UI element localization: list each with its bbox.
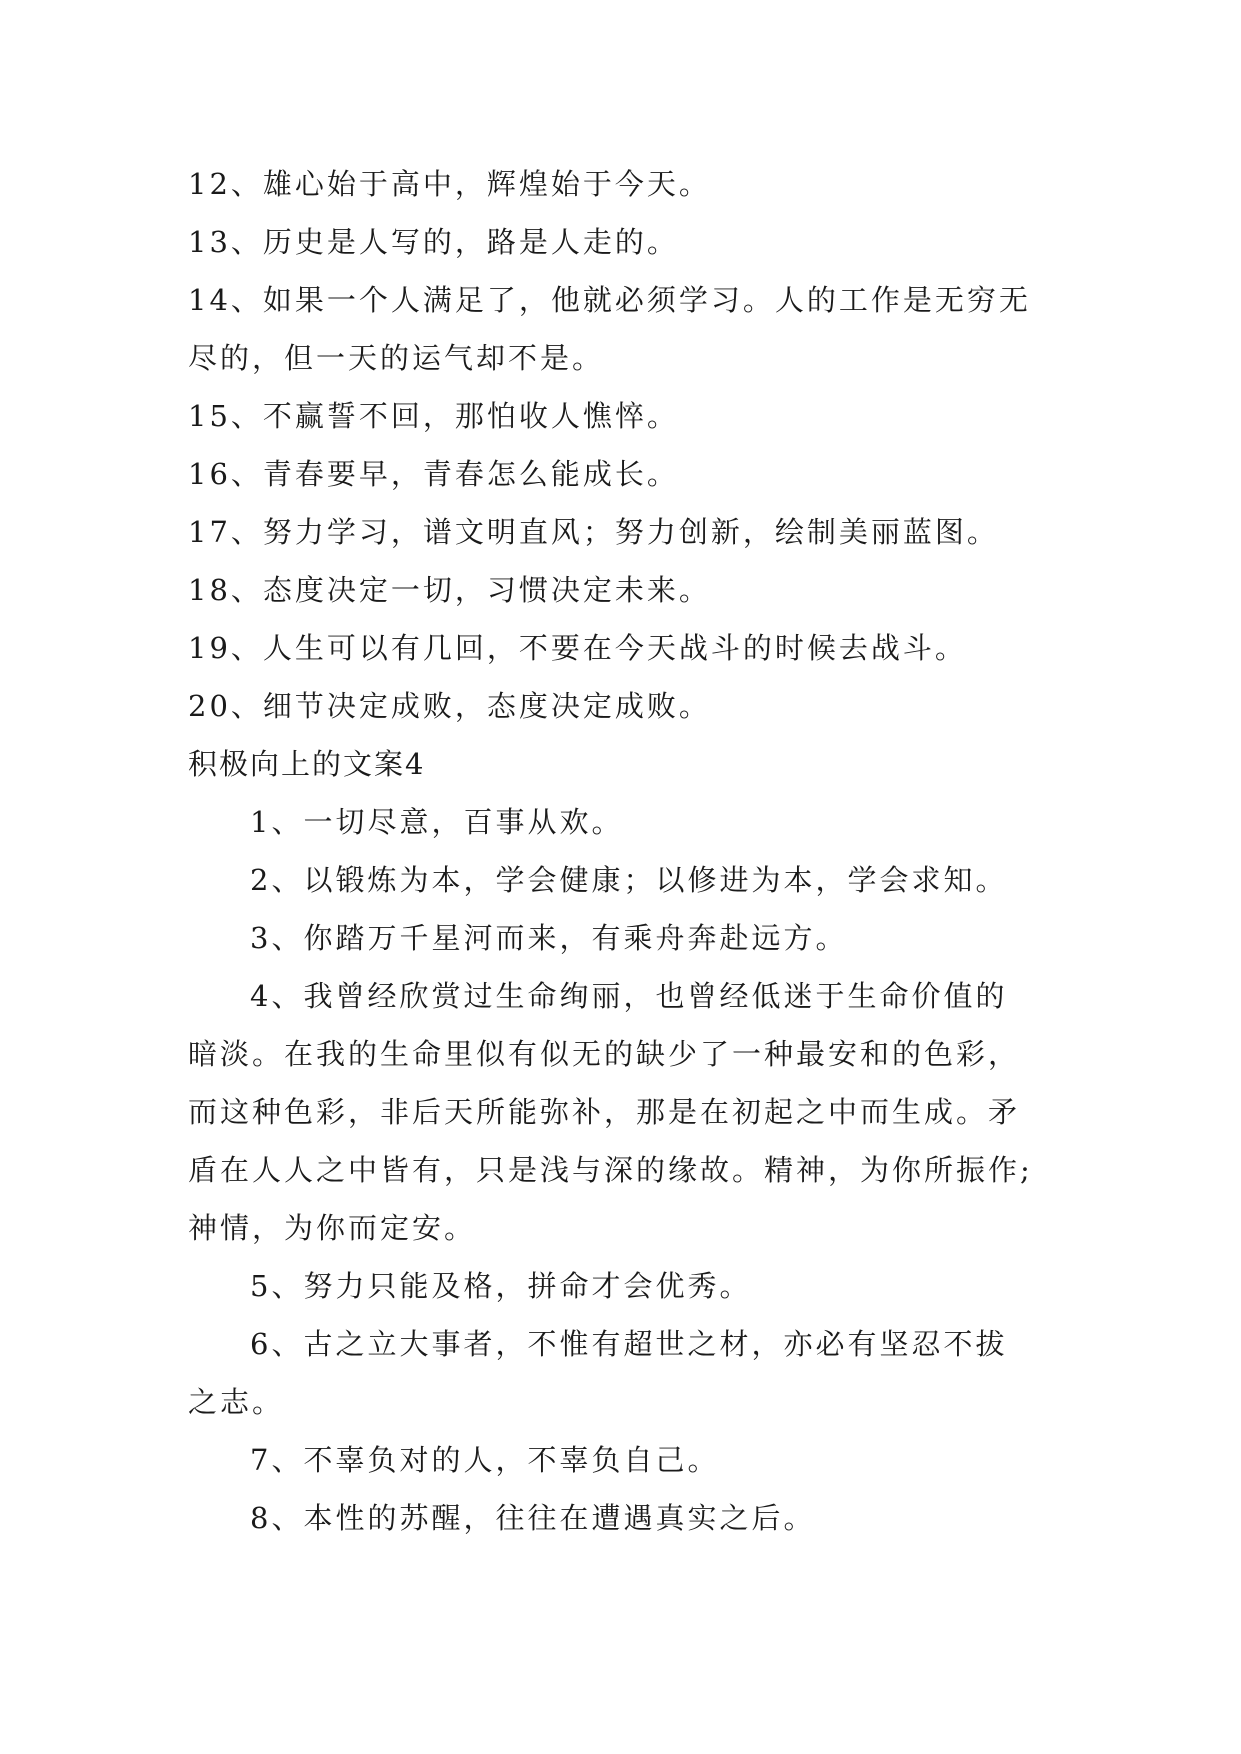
text-line: 暗淡。在我的生命里似有似无的缺少了一种最安和的色彩， xyxy=(188,1037,1021,1071)
text-line: 8、本性的苏醒，往往在遭遇真实之后。 xyxy=(250,1501,816,1535)
text-line: 12、雄心始于高中，辉煌始于今天。 xyxy=(188,167,711,201)
text-line: 15、不赢誓不回，那怕收人憔悴。 xyxy=(188,399,679,433)
text-line: 尽的，但一天的运气却不是。 xyxy=(188,341,605,375)
text-line: 之志。 xyxy=(188,1385,285,1419)
text-line: 6、古之立大事者，不惟有超世之材，亦必有坚忍不拔 xyxy=(250,1327,1008,1361)
section-title: 积极向上的文案4 xyxy=(188,747,426,781)
text-line: 7、不辜负对的人，不辜负自己。 xyxy=(250,1443,720,1477)
text-line: 14、如果一个人满足了，他就必须学习。人的工作是无穷无 xyxy=(188,283,1031,317)
text-line: 17、努力学习，谱文明直风；努力创新，绘制美丽蓝图。 xyxy=(188,515,999,549)
text-line: 13、历史是人写的，路是人走的。 xyxy=(188,225,679,259)
text-line: 4、我曾经欣赏过生命绚丽，也曾经低迷于生命价值的 xyxy=(250,979,1008,1013)
document-body xyxy=(188,155,1058,1547)
text-line: 3、你踏万千星河而来，有乘舟奔赴远方。 xyxy=(250,921,848,955)
text-line: 20、细节决定成败，态度决定成败。 xyxy=(188,689,711,723)
text-line: 盾在人人之中皆有，只是浅与深的缘故。精神，为你所振作; xyxy=(188,1153,1033,1187)
text-line: 19、人生可以有几回，不要在今天战斗的时候去战斗。 xyxy=(188,631,967,665)
text-line: 1、一切尽意，百事从欢。 xyxy=(250,805,624,839)
text-line: 神情，为你而定安。 xyxy=(188,1211,477,1245)
text-line: 5、努力只能及格，拼命才会优秀。 xyxy=(250,1269,752,1303)
text-line: 2、以锻炼为本，学会健康；以修进为本，学会求知。 xyxy=(250,863,1008,897)
text-line: 而这种色彩，非后天所能弥补，那是在初起之中而生成。矛 xyxy=(188,1095,1021,1129)
text-line: 18、态度决定一切，习惯决定未来。 xyxy=(188,573,711,607)
text-line: 16、青春要早，青春怎么能成长。 xyxy=(188,457,679,491)
